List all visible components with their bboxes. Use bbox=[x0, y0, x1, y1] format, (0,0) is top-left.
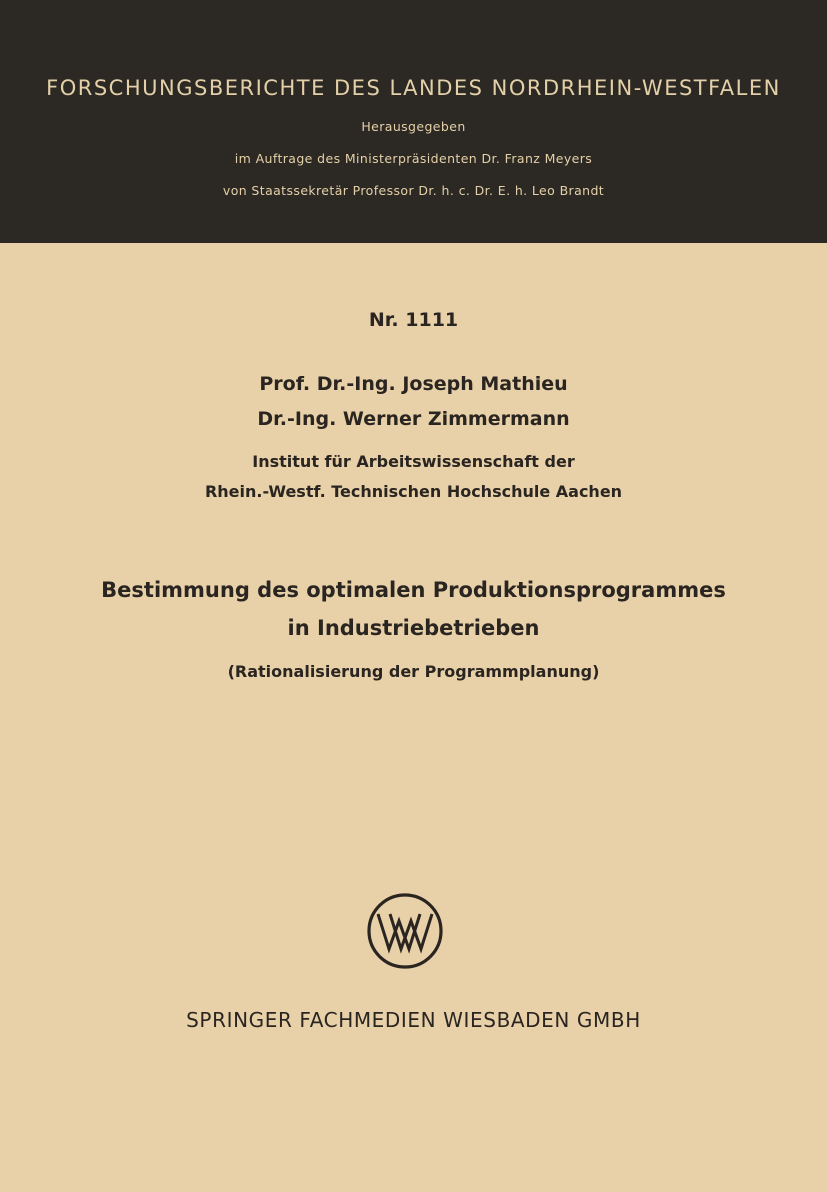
subtitle: (Rationalisierung der Programmplanung) bbox=[227, 662, 600, 681]
editor-line-2: im Auftrage des Ministerpräsidenten Dr. Franz Meyers bbox=[234, 151, 593, 166]
author-2: Dr.-Ing. Werner Zimmermann bbox=[257, 408, 570, 430]
volume-number: Nr. 1111 bbox=[368, 309, 459, 331]
editor-line-1: Herausgegeben bbox=[361, 119, 466, 134]
series-title: FORSCHUNGSBERICHTE DES LANDES NORDRHEIN-WESTFALEN bbox=[46, 76, 781, 100]
institute-line-1: Institut für Arbeitswissenschaft der bbox=[252, 452, 575, 471]
institute-line-2: Rhein.-Westf. Technischen Hochschule Aachen bbox=[204, 482, 623, 501]
westdeutscher-verlag-circle-w-logo-icon bbox=[366, 892, 444, 970]
title-line-2: in Industriebetrieben bbox=[287, 616, 540, 640]
publisher: SPRINGER FACHMEDIEN WIESBADEN GMBH bbox=[186, 1008, 641, 1032]
title-line-1: Bestimmung des optimalen Produktionsprogrammes bbox=[101, 578, 726, 602]
header-band bbox=[0, 0, 827, 243]
author-1: Prof. Dr.-Ing. Joseph Mathieu bbox=[259, 373, 568, 395]
editor-line-3: von Staatssekretär Professor Dr. h. c. Dr. E. h. Leo Brandt bbox=[222, 183, 605, 198]
